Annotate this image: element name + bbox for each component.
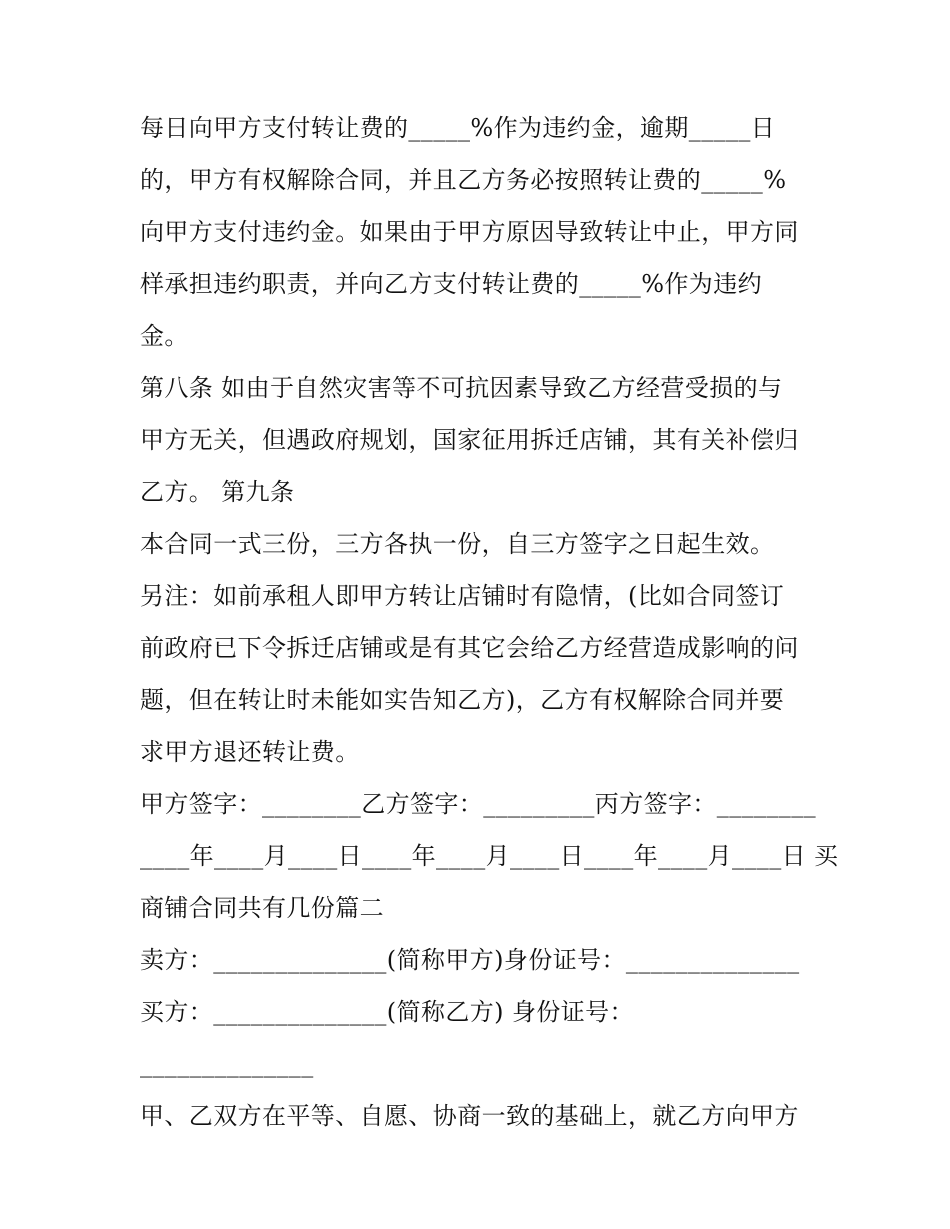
text-line-11: 前政府已下令拆迁店铺或是有其它会给乙方经营造成影响的问	[140, 634, 799, 662]
text-line-2: 的，甲方有权解除合同，并且乙方务必按照转让费的_____%	[140, 166, 787, 194]
date-line: ____年____月____日____年____月____日____年____月____日 买	[140, 842, 839, 870]
text-line-7: 甲方无关，但遇政府规划，国家征用拆迁店铺，其有关补偿归	[140, 426, 799, 454]
text-line-20: 甲、乙双方在平等、自愿、协商一致的基础上，就乙方向甲方	[140, 1102, 799, 1130]
section-title: 商铺合同共有几份篇二	[140, 894, 384, 922]
text-line-13: 求甲方退还转让费。	[140, 738, 360, 766]
signature-line: 甲方签字：________乙方签字：_________丙方签字：________	[140, 790, 816, 818]
text-line-12: 题，但在转让时未能如实告知乙方)，乙方有权解除合同并要	[140, 686, 785, 714]
text-line-10: 另注：如前承租人即甲方转让店铺时有隐情，(比如合同签订	[140, 582, 785, 610]
text-line-5: 金。	[140, 322, 189, 350]
text-line-9: 本合同一式三份，三方各执一份，自三方签字之日起生效。	[140, 530, 775, 558]
text-line-1: 每日向甲方支付转让费的_____%作为违约金，逾期_____日	[140, 114, 776, 142]
text-line-3: 向甲方支付违约金。如果由于甲方原因导致转让中止，甲方同	[140, 218, 799, 246]
text-line-6: 第八条 如由于自然灾害等不可抗因素导致乙方经营受损的与	[140, 374, 783, 402]
buyer-id-blank: ______________	[140, 1050, 314, 1078]
seller-line: 卖方：______________(简称甲方)身份证号：______________	[140, 946, 800, 974]
buyer-line: 买方：______________(简称乙方) 身份证号：	[140, 998, 634, 1026]
text-line-4: 样承担违约职责，并向乙方支付转让费的_____%作为违约	[140, 270, 763, 298]
document-page	[140, 102, 839, 1142]
text-line-8: 乙方。 第九条	[140, 478, 295, 506]
